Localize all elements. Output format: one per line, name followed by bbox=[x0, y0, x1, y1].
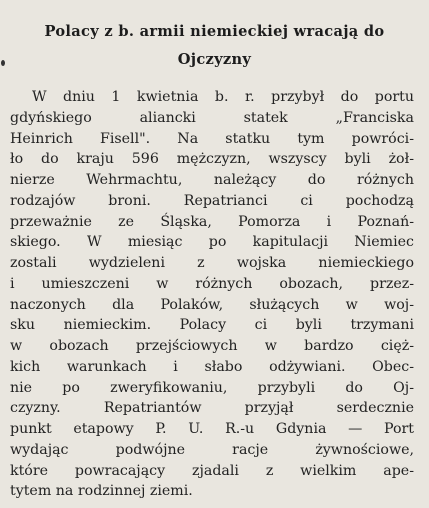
article-headline bbox=[0, 0, 429, 74]
body-line: przeważnie ze Śląska, Pomorza i Poznań- bbox=[10, 213, 414, 230]
body-line: naczonych dla Polaków, służących w woj- bbox=[10, 296, 414, 313]
body-line: i umieszczeni w różnych obozach, przez- bbox=[10, 275, 414, 292]
body-line: kich warunkach i słabo odżywiani. Obec- bbox=[10, 358, 414, 375]
body-line: sku niemieckim. Polacy ci byli trzymani bbox=[10, 317, 414, 334]
headline-line-2: Ojczyzny bbox=[177, 51, 252, 68]
headline-line-1: Polacy z b. armii niemieckiej wracają do bbox=[44, 23, 385, 40]
body-line: w obozach przejściowych w bardzo cięż- bbox=[10, 338, 414, 354]
body-line: zostali wydzieleni z wojska niemieckiego bbox=[10, 255, 414, 271]
body-line: rodzajów broni. Repatrianci ci pochodzą bbox=[10, 192, 414, 209]
article-body bbox=[10, 87, 414, 502]
body-line: nie po zweryfikowaniu, przybyli do Oj- bbox=[10, 379, 414, 396]
body-line: Heinrich Fisell". Na statku tym powróci- bbox=[10, 130, 414, 147]
body-line: gdyńskiego aliancki statek „Franciska bbox=[10, 109, 414, 126]
body-line: tytem na rodzinnej ziemi. bbox=[10, 483, 193, 500]
body-line: wydając podwójne racje żywnościowe, bbox=[10, 441, 414, 458]
body-line: czyzny. Repatriantów przyjął serdecznie bbox=[10, 400, 414, 417]
body-line: ło do kraju 596 mężczyzn, wszyscy byli żoł- bbox=[10, 151, 414, 168]
body-line: które powracający zjadali z wielkim ape- bbox=[10, 462, 414, 479]
body-line: W dniu 1 kwietnia b. r. przybył do portu bbox=[32, 89, 414, 105]
body-line: punkt etapowy P. U. R.-u Gdynia — Port bbox=[10, 421, 414, 437]
body-line: skiego. W miesiąc po kapitulacji Niemiec bbox=[10, 234, 414, 251]
body-line: nierze Wehrmachtu, należący do różnych bbox=[10, 172, 414, 188]
print-speck bbox=[1, 60, 5, 66]
